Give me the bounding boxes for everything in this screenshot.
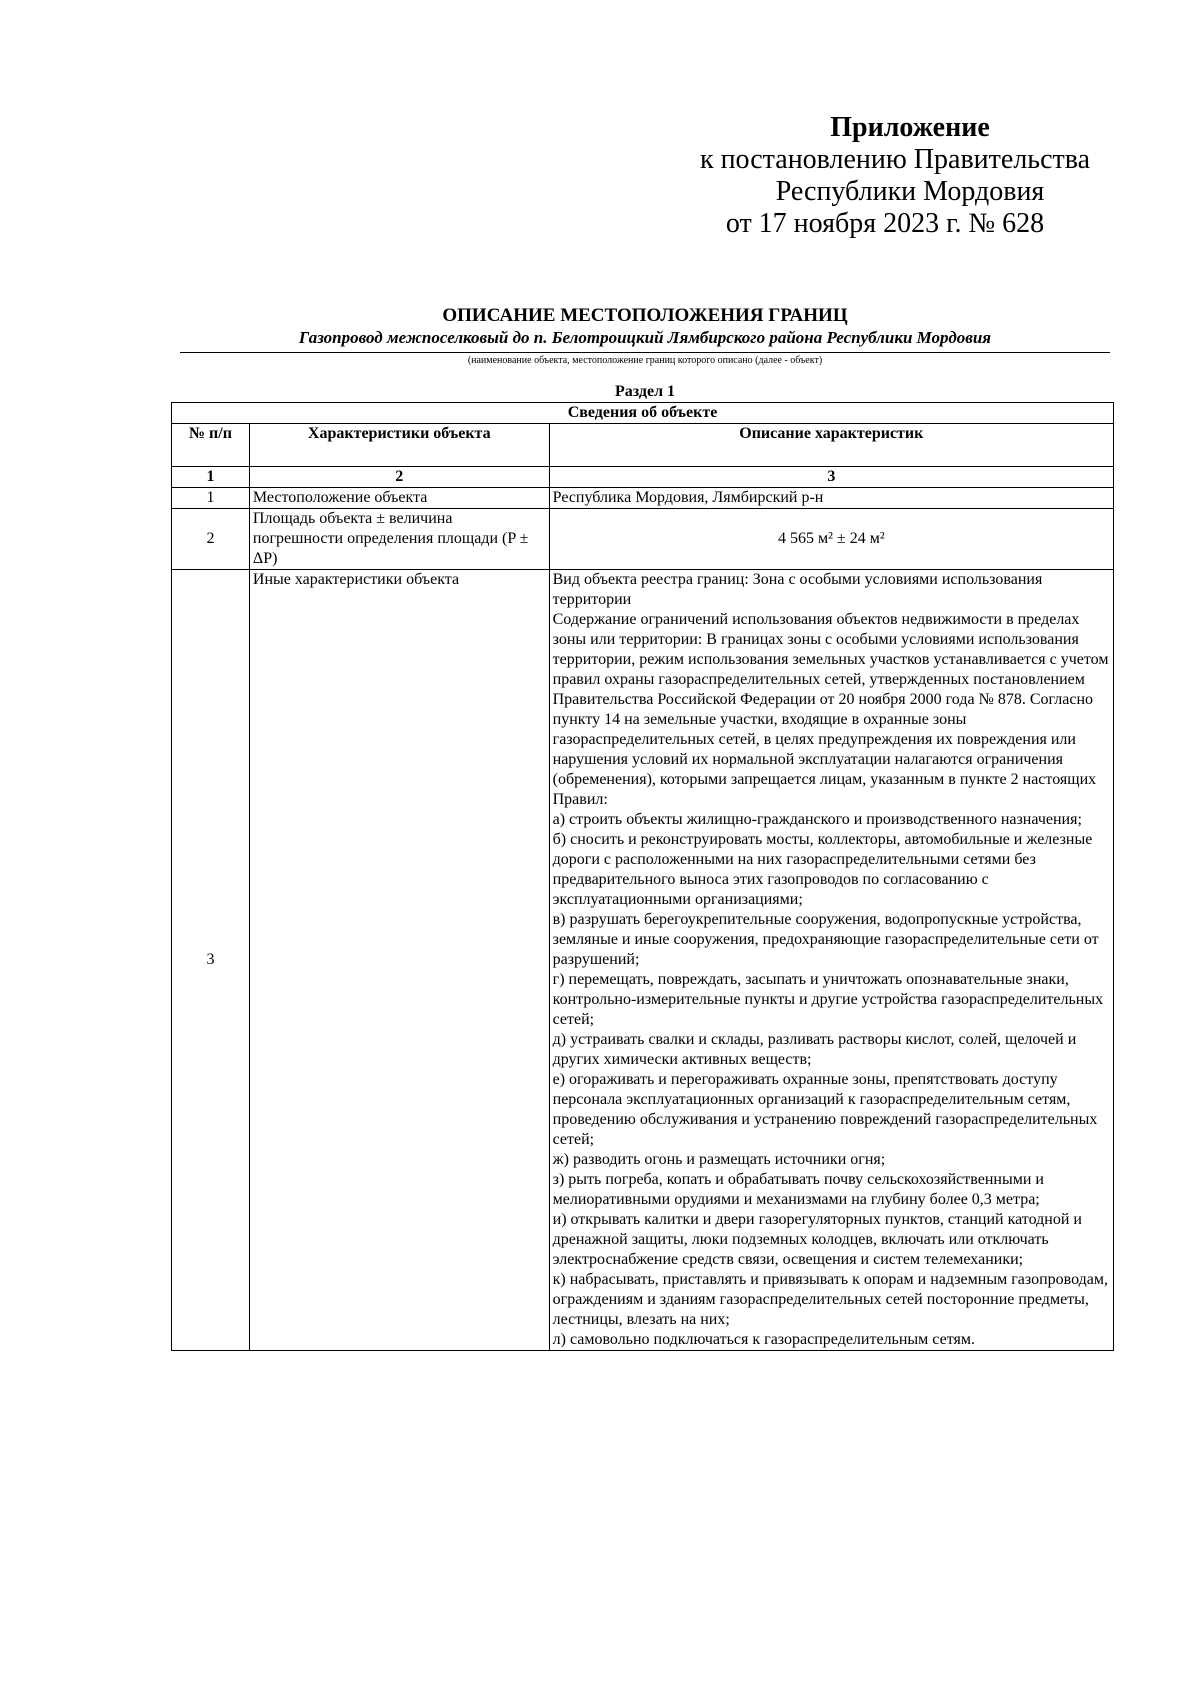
object-info-table [171, 402, 1114, 1351]
restriction-item: д) устраивать свалки и склады, разливать растворы кислот, солей, щелочей и других химически активных веществ; [552, 1031, 1077, 1068]
restriction-item: к) набрасывать, приставлять и привязывать к опорам и надземным газопроводам, ограждениям и зданиям газораспределительных сетей посторонние предметы, лестницы, влезать на них; [552, 1271, 1108, 1328]
appendix-line-decree: к постановлению Правительства [699, 144, 1091, 175]
row-description [549, 570, 1113, 1351]
document-subtitle: Газопровод межпоселковый до п. Белотроицкий Лямбирского района Республики Мордовия [298, 328, 992, 347]
restriction-item: ж) разводить огонь и размещать источники огня; [552, 1151, 886, 1168]
appendix-line-date: от 17 ноября 2023 г. № 628 [725, 208, 1045, 239]
table-row [172, 509, 1114, 570]
column-header-number: № п/п [172, 424, 250, 467]
description-paragraph: Вид объекта реестра границ: Зона с особыми условиями использования территории [552, 571, 1043, 608]
table-header: Сведения об объекте [172, 403, 1114, 424]
column-index-1: 1 [172, 467, 250, 488]
subtitle-underline [180, 352, 1110, 353]
restriction-item: в) разрушать берегоукрепительные сооружения, водопропускные устройства, земляные и иные сооружения, предохраняющие газораспределительные сети от разрушений; [552, 911, 1099, 968]
column-index-2: 2 [249, 467, 549, 488]
row-number: 1 [172, 488, 250, 509]
subtitle-caption: (наименование объекта, местоположение границ которого описано (далее - объект) [467, 355, 823, 366]
table-row [172, 488, 1114, 509]
restriction-item: л) самовольно подключаться к газораспределительным сетям. [552, 1331, 975, 1348]
restriction-item: и) открывать калитки и двери газорегуляторных пунктов, станций катодной и дренажной защиты, люки подземных колодцев, включать или отключать электроснабжение средств связи, освещения и систем телемеханики; [552, 1211, 1082, 1268]
restriction-item: а) строить объекты жилищно-гражданского и производственного назначения; [552, 811, 1082, 828]
row-number: 2 [172, 509, 250, 570]
restriction-item: г) перемещать, повреждать, засыпать и уничтожать опознавательные знаки, контрольно-измерительные пункты и другие устройства газораспределительных сетей; [552, 971, 1104, 1028]
column-index-3: 3 [549, 467, 1113, 488]
appendix-line-republic: Республики Мордовия [775, 176, 1045, 207]
row-characteristic: Иные характеристики объекта [249, 570, 549, 1351]
column-header-description: Описание характеристик [549, 424, 1113, 467]
appendix-block [700, 112, 1120, 240]
restriction-item: з) рыть погреба, копать и обрабатывать почву сельскохозяйственными и мелиоративными орудиями и механизмами на глубину более 0,3 метра; [552, 1171, 1044, 1208]
row-description: 4 565 м² ± 24 м² [549, 509, 1113, 570]
restriction-item: б) сносить и реконструировать мосты, коллекторы, автомобильные и железные дороги с расположенными на них газораспределительными сетями без предварительного выноса этих газопроводов по согласованию с эксплуатационными организациями; [552, 831, 1093, 908]
row-characteristic: Площадь объекта ± величина погрешности определения площади (P ± ΔP) [249, 509, 549, 570]
appendix-title: Приложение [830, 112, 990, 143]
description-paragraph: Содержание ограничений использования объектов недвижимости в пределах зоны или территории: В границах зоны с особыми условиями использования территории, режим использования земельных участков устанавливается с учетом правил охраны газораспределительных сетей, утвержденных постановлением Правительства Российской Федерации от 20 ноября 2000 года № 878. Согласно пункту 14 на земельные участки, входящие в охранные зоны газораспределительных сетей, в целях предупреждения их повреждения или нарушения условий их нормальной эксплуатации налагаются ограничения (обременения), которыми запрещается лицам, указанным в пункте 2 настоящих Правил: [552, 611, 1109, 808]
row-description: Республика Мордовия, Лямбирский р-н [549, 488, 1113, 509]
section-title: Раздел 1 [614, 383, 676, 400]
column-header-characteristics: Характеристики объекта [249, 424, 549, 467]
row-characteristic: Местоположение объекта [249, 488, 549, 509]
row-number: 3 [172, 570, 250, 1351]
document-title: ОПИСАНИЕ МЕСТОПОЛОЖЕНИЯ ГРАНИЦ [442, 305, 848, 326]
restriction-item: е) огораживать и перегораживать охранные зоны, препятствовать доступу персонала эксплуатационных организаций к газораспределительным сетям, проведению обслуживания и устранению повреждений газораспределительных сетей; [552, 1071, 1098, 1148]
table-row [172, 570, 1114, 1351]
